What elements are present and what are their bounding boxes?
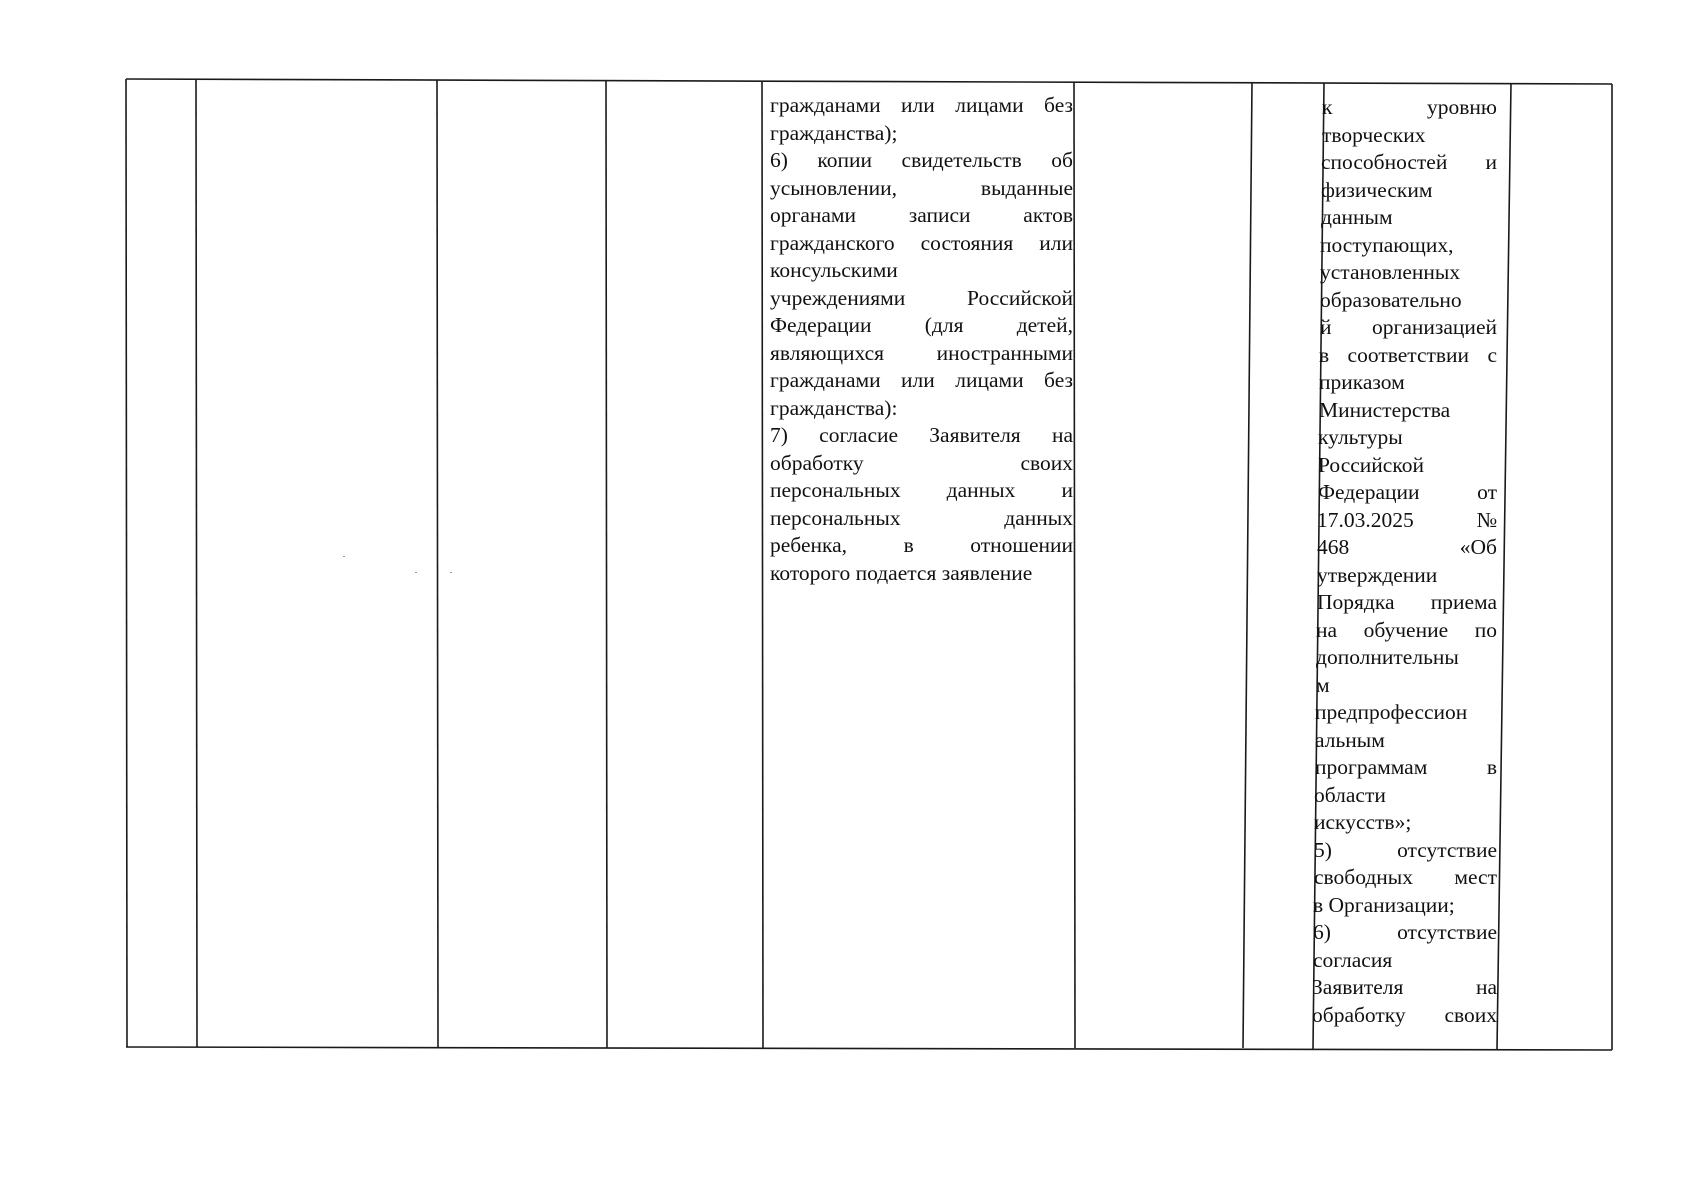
cell-line: ребенка, в отношении [770,533,1073,557]
cell-line: физическим [1321,177,1433,202]
cell-line: гражданами или лицами без [770,368,1073,392]
cell-line: творческих [1322,122,1426,147]
cell-line: обработку своих [1312,1002,1497,1027]
cell-line: данным [1321,205,1393,229]
cell-line: м [1316,672,1330,697]
cell-line: которого подается заявление [770,560,1033,585]
table-bottom-border [126,1047,1612,1050]
col-divider-3 [606,80,607,1048]
cell-line: 5) отсутствие [1314,837,1497,862]
cell-line: альным [1315,727,1385,752]
cell-line: поступающих, [1320,232,1454,257]
cell-line: 6) отсутствие [1313,920,1497,944]
cell-line: гражданского состояния или [770,230,1073,255]
cell-line: гражданами или лицами без [770,93,1073,117]
cell-line: в соответствии с [1319,342,1497,367]
cell-line: усыновлении, выданные [770,175,1073,200]
cell-line: Министерства [1319,397,1451,422]
cell-line: персональных данных [770,505,1073,530]
scan-speck [450,572,452,573]
cell-line: органами записи актов [770,203,1073,227]
cell-line: Федерации от [1318,480,1497,504]
cell-line: 468 «Об [1317,535,1497,559]
cell-refusal-grounds [1312,94,1497,1029]
cell-line: в Организации; [1313,892,1455,917]
cell-line: приказом [1319,370,1405,394]
cell-line: искусств»; [1314,810,1412,834]
cell-line: установленных [1320,260,1461,284]
cell-line: гражданства); [770,120,898,145]
col-divider-4 [762,81,763,1048]
col-divider-2 [437,80,438,1047]
cell-line: культуры [1318,425,1403,449]
col-divider-6 [1243,82,1252,1048]
cell-line: предпрофессион [1315,700,1468,724]
cell-line: свободных мест [1314,865,1497,889]
cell-line: являющихся иностранными [770,340,1073,365]
scan-speck [415,572,417,573]
cell-line: способностей и [1321,150,1497,174]
col-divider-1 [196,79,197,1047]
cell-line: утверждении [1317,562,1438,587]
scan-speck [343,556,345,557]
cell-line: консульскими [770,258,898,282]
cell-line: персональных данных и [770,478,1073,502]
cell-line: Заявителя на [1312,975,1497,999]
cell-documents-list [770,92,1073,587]
cell-line: учреждениями Российской [770,285,1073,310]
cell-line: Федерации (для детей, [770,313,1073,337]
table-left-border [126,79,127,1047]
cell-line: согласия [1313,947,1393,972]
cell-line: к уровню [1322,95,1497,119]
cell-line: образовательно [1320,287,1462,312]
cell-line: программам в [1315,755,1497,779]
cell-line: 6) копии свидетельств об [770,148,1073,172]
col-divider-5 [1074,82,1075,1048]
cell-line: гражданства): [770,395,898,420]
cell-line: на обучение по [1316,617,1497,642]
cell-line: 7) согласие Заявителя на [770,423,1073,447]
cell-line: дополнительны [1316,645,1459,669]
cell-line: обработку своих [770,450,1073,475]
cell-line: й организацией [1320,315,1497,339]
cell-line: области [1314,782,1386,807]
table-top-border [126,79,1612,84]
cell-line: Российской [1318,452,1424,477]
cell-line: Порядка приема [1317,590,1497,614]
col-divider-8 [1497,83,1511,1049]
cell-line: 17.03.2025 № [1317,507,1497,532]
